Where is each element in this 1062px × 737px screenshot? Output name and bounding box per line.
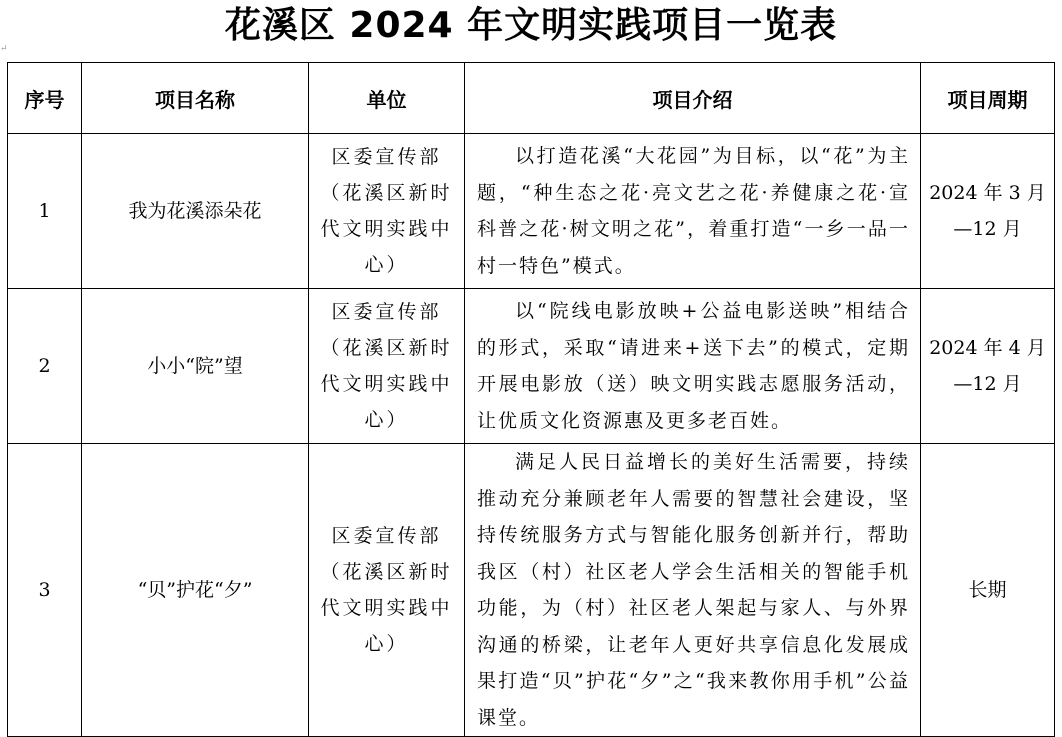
header-unit: 单位 [309,63,465,134]
intro-text: 以打造花溪“大花园”为目标，以“花”为主题，“种生态之花·亮文艺之花·养健康之花·宣科普之花·树文明之花”，着重打造“一乡一品一村一特色”模式。 [477,145,910,277]
cell-name: 我为花溪添朵花 [82,134,309,289]
intro-text: 以“院线电影放映+公益电影送映”相结合的形式，采取“请进来+送下去”的模式，定期开展电影放（送）映文明实践志愿服务活动，让优质文化资源惠及更多老百姓。 [477,300,910,432]
cell-intro [465,444,921,737]
page-title: 花溪区 2024 年文明实践项目一览表 [224,5,838,46]
cell-name: “贝”护花“夕” [82,444,309,737]
header-name: 项目名称 [82,63,309,134]
header-period: 项目周期 [921,63,1055,134]
table-row [8,134,1055,289]
table-header-row [8,63,1055,134]
cell-unit: 区委宣传部（花溪区新时代文明实践中心） [309,134,465,289]
cell-period: 2024 年 3 月—12 月 [921,134,1055,289]
table-row [8,289,1055,444]
cell-intro [465,289,921,444]
cell-period: 长期 [921,444,1055,737]
projects-table [7,62,1055,737]
paragraph-mark-icon: ↵ [0,44,8,54]
intro-text: 满足人民日益增长的美好生活需要，持续推动充分兼顾老年人需要的智慧社会建设，坚持传统服务方式与智能化服务创新并行，帮助我区（村）社区老人学会生活相关的智能手机功能，为（村）社区老人架起与家人、与外界沟通的桥梁，让老年人更好共享信息化发展成果打造“贝”护花“夕”之“我来教你用手机”公益课堂。 [477,451,910,729]
header-intro: 项目介绍 [465,63,921,134]
cell-period: 2024 年 4 月—12 月 [921,289,1055,444]
cell-seq: 3 [8,444,82,737]
cell-name: 小小“院”望 [82,289,309,444]
cell-intro [465,134,921,289]
cell-unit: 区委宣传部（花溪区新时代文明实践中心） [309,444,465,737]
cell-seq: 1 [8,134,82,289]
cell-unit: 区委宣传部（花溪区新时代文明实践中心） [309,289,465,444]
cell-seq: 2 [8,289,82,444]
header-seq: 序号 [8,63,82,134]
table-row [8,444,1055,737]
